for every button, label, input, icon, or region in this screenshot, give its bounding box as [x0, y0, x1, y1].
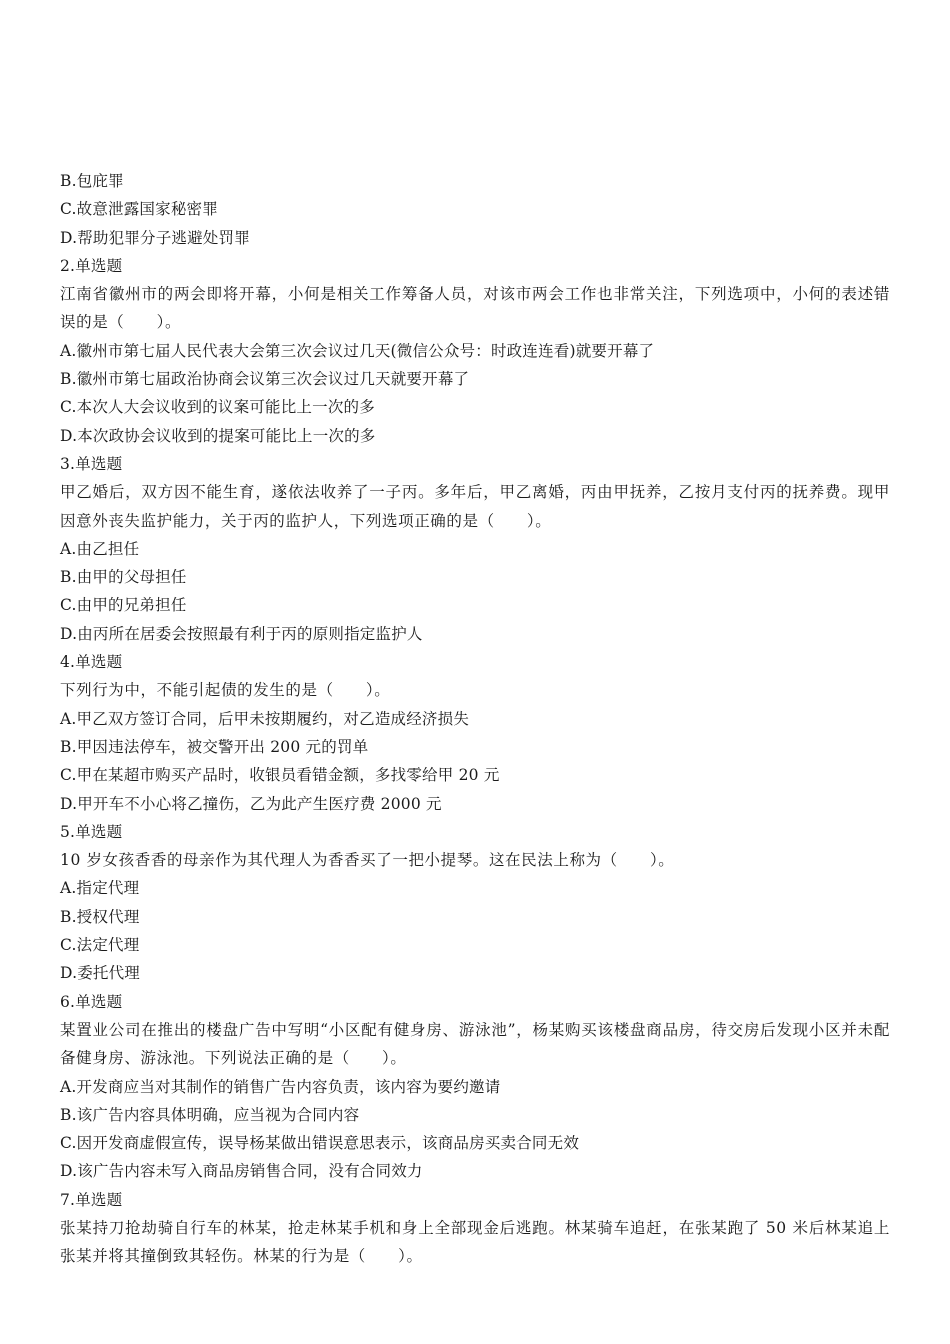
- question-6: [60, 988, 890, 1186]
- option-a: A.开发商应当对其制作的销售广告内容负责，该内容为要约邀请: [60, 1077, 501, 1096]
- option-c: C.故意泄露国家秘密罪: [60, 200, 218, 219]
- question-5: [60, 818, 890, 988]
- question-7: [60, 1186, 890, 1271]
- option-b: B.徽州市第七届政治协商会议第三次会议过几天就要开幕了: [60, 370, 470, 389]
- leading-options: [60, 167, 890, 252]
- option-b: B.甲因违法停车，被交警开出 200 元的罚单: [60, 737, 369, 756]
- question-stem: 10 岁女孩香香的母亲作为其代理人为香香买了一把小提琴。这在民法上称为（ ）。: [60, 851, 675, 870]
- option-d: D.委托代理: [60, 964, 141, 983]
- option-d: D.本次政协会议收到的提案可能比上一次的多: [60, 426, 376, 445]
- option-b: B.由甲的父母担任: [60, 568, 187, 587]
- question-header: 7.单选题: [60, 1190, 123, 1209]
- option-c: C.由甲的兄弟担任: [60, 596, 187, 615]
- option-a: A.徽州市第七届人民代表大会第三次会议过几天(微信公众号：时政连连看)就要开幕了: [60, 341, 655, 360]
- question-header: 6.单选题: [60, 992, 123, 1011]
- question-header: 3.单选题: [60, 454, 123, 473]
- option-d: D.甲开车不小心将乙撞伤，乙为此产生医疗费 2000 元: [60, 794, 442, 813]
- option-d: D.帮助犯罪分子逃避处罚罪: [60, 228, 250, 247]
- option-c: C.法定代理: [60, 936, 140, 955]
- option-d: D.该广告内容未写入商品房销售合同，没有合同效力: [60, 1162, 423, 1181]
- question-header: 2.单选题: [60, 256, 123, 275]
- option-c: C.甲在某超市购买产品时，收银员看错金额，多找零给甲 20 元: [60, 766, 500, 785]
- question-stem: 张某持刀抢劫骑自行车的林某，抢走林某手机和身上全部现金后逃跑。林某骑车追赶，在张某跑了 50 米后林某追上张某并将其撞倒致其轻伤。林某的行为是（ ）。: [60, 1218, 890, 1266]
- question-stem: 甲乙婚后，双方因不能生育，遂依法收养了一子丙。多年后，甲乙离婚，丙由甲抚养，乙按月支付丙的抚养费。现甲因意外丧失监护能力，关于丙的监护人，下列选项正确的是（ ）。: [60, 483, 890, 530]
- question-header: 4.单选题: [60, 653, 123, 672]
- option-b: B.该广告内容具体明确，应当视为合同内容: [60, 1105, 360, 1124]
- option-a: A.由乙担任: [60, 539, 140, 558]
- option-b: B.包庇罪: [60, 172, 124, 190]
- option-a: A.指定代理: [60, 879, 140, 898]
- question-4: [60, 648, 890, 818]
- option-a: A.甲乙双方签订合同，后甲未按期履约，对乙造成经济损失: [60, 709, 470, 728]
- question-2: [60, 252, 890, 450]
- exam-page: [60, 167, 890, 1271]
- option-b: B.授权代理: [60, 907, 140, 926]
- option-c: C.本次人大会议收到的议案可能比上一次的多: [60, 398, 375, 417]
- question-stem: 江南省徽州市的两会即将开幕，小何是相关工作筹备人员，对该市两会工作也非常关注，下列选项中，小何的表述错误的是（ ）。: [60, 285, 890, 332]
- question-stem: 某置业公司在推出的楼盘广告中写明“小区配有健身房、游泳池”，杨某购买该楼盘商品房，待交房后发现小区并未配备健身房、游泳池。下列说法正确的是（ ）。: [60, 1020, 890, 1068]
- question-3: [60, 450, 890, 648]
- option-d: D.由丙所在居委会按照最有利于丙的原则指定监护人: [60, 624, 423, 643]
- question-stem: 下列行为中，不能引起债的发生的是（ ）。: [60, 681, 391, 700]
- question-header: 5.单选题: [60, 822, 123, 841]
- option-c: C.因开发商虚假宣传，误导杨某做出错误意思表示，该商品房买卖合同无效: [60, 1134, 580, 1153]
